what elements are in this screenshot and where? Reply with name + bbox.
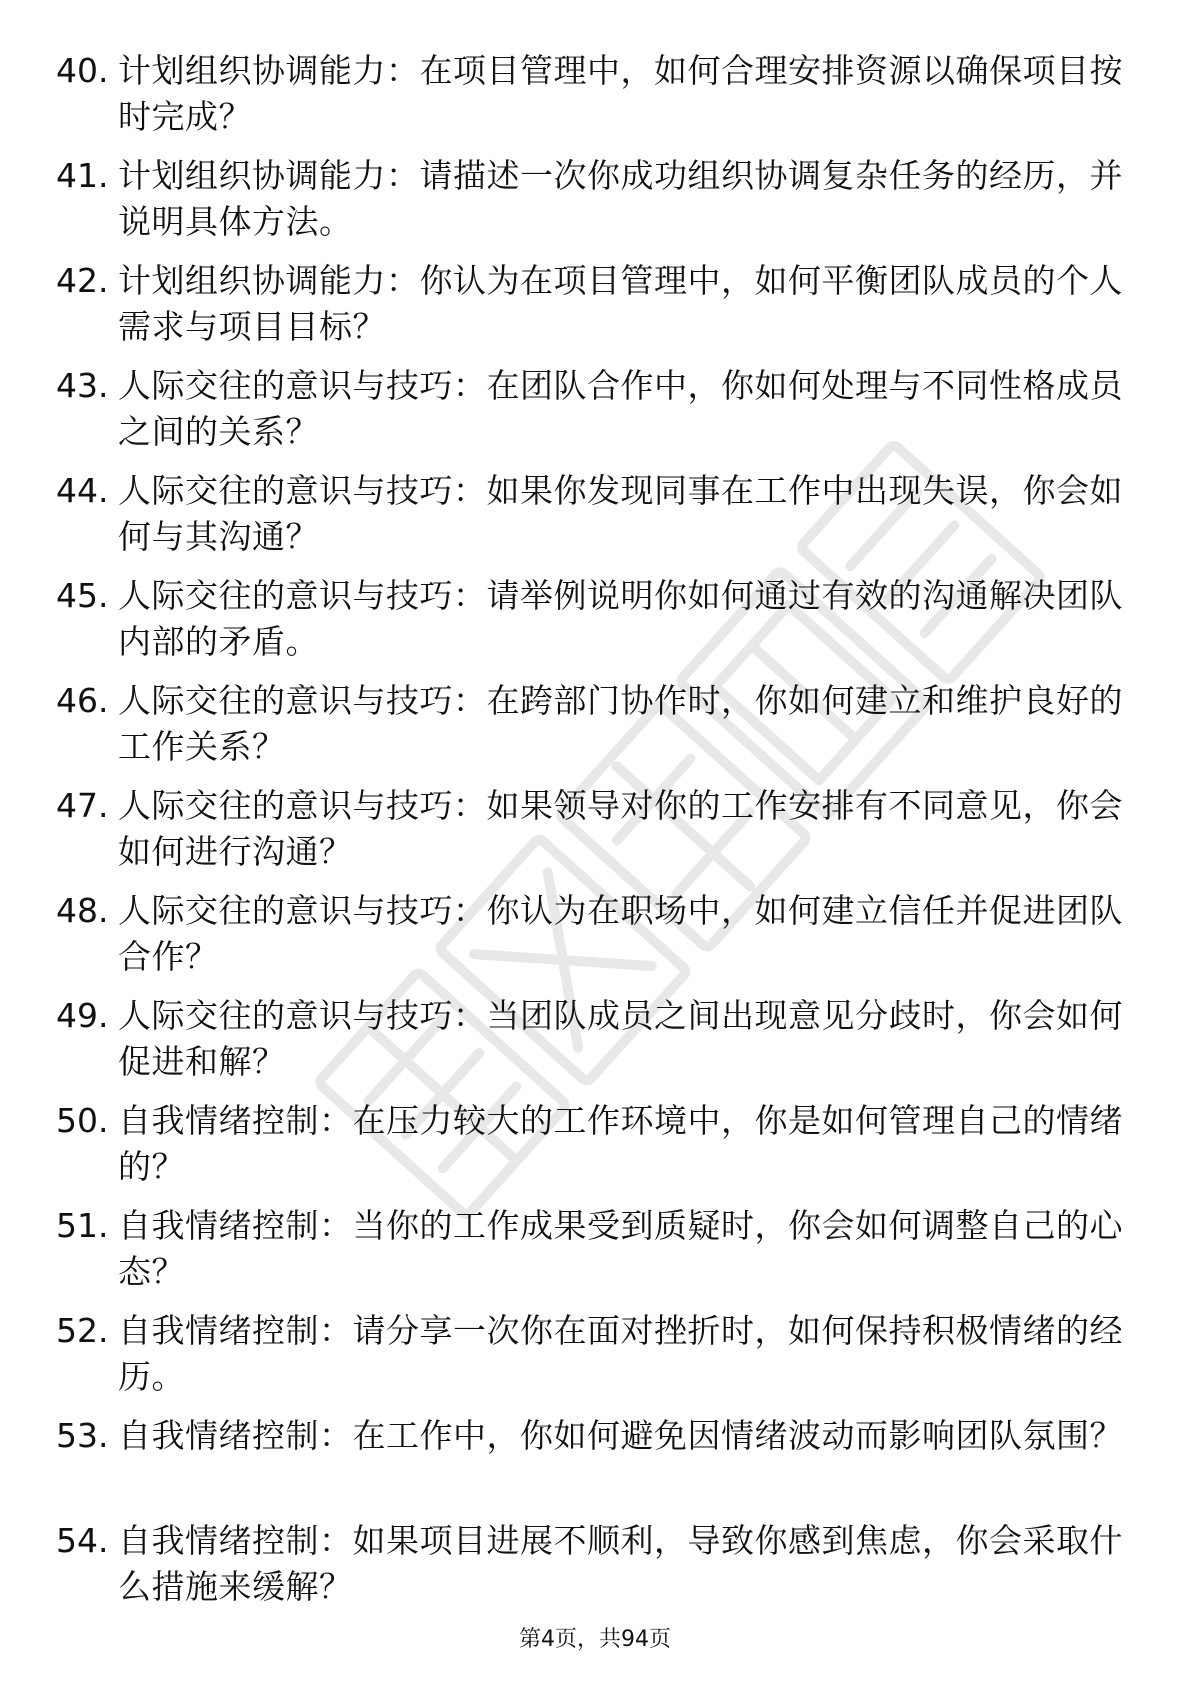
question-text: 人际交往的意识与技巧：请举例说明你如何通过有效的沟通解决团队内部的矛盾。 bbox=[118, 576, 1123, 661]
question-text: 自我情绪控制：如果项目进展不顺利，导致你感到焦虑，你会采取什么措施来缓解？ bbox=[118, 1521, 1123, 1606]
question-text: 自我情绪控制：当你的工作成果受到质疑时，你会如何调整自己的心态？ bbox=[118, 1206, 1123, 1291]
question-text: 自我情绪控制：在工作中，你如何避免因情绪波动而影响团队氛围？ bbox=[118, 1416, 1123, 1455]
list-item bbox=[56, 1413, 1136, 1518]
question-number: 52. bbox=[56, 1311, 109, 1350]
question-text: 人际交往的意识与技巧：如果你发现同事在工作中出现失误，你会如何与其沟通？ bbox=[118, 471, 1123, 556]
list-item bbox=[56, 363, 1136, 468]
question-text: 人际交往的意识与技巧：你认为在职场中，如何建立信任并促进团队合作？ bbox=[118, 891, 1123, 976]
question-number: 45. bbox=[56, 576, 109, 615]
list-item bbox=[56, 153, 1136, 258]
question-number: 42. bbox=[56, 261, 109, 300]
question-text: 计划组织协调能力：在项目管理中，如何合理安排资源以确保项目按时完成？ bbox=[118, 51, 1123, 136]
list-item bbox=[56, 1518, 1136, 1623]
question-number: 46. bbox=[56, 681, 109, 720]
list-item bbox=[56, 258, 1136, 363]
question-text: 计划组织协调能力：请描述一次你成功组织协调复杂任务的经历，并说明具体方法。 bbox=[118, 156, 1123, 241]
question-text: 人际交往的意识与技巧：当团队成员之间出现意见分歧时，你会如何促进和解？ bbox=[118, 996, 1123, 1081]
list-item bbox=[56, 468, 1136, 573]
question-list bbox=[56, 48, 1136, 1623]
list-item bbox=[56, 1098, 1136, 1203]
page-footer bbox=[0, 1622, 1190, 1653]
list-item bbox=[56, 573, 1136, 678]
question-text: 人际交往的意识与技巧：如果领导对你的工作安排有不同意见，你会如何进行沟通？ bbox=[118, 786, 1123, 871]
question-number: 44. bbox=[56, 471, 109, 510]
question-number: 53. bbox=[56, 1416, 109, 1455]
page-number-label: 第4页，共94页 bbox=[519, 1627, 671, 1652]
list-item bbox=[56, 678, 1136, 783]
question-number: 47. bbox=[56, 786, 109, 825]
question-number: 43. bbox=[56, 366, 109, 405]
question-text: 计划组织协调能力：你认为在项目管理中，如何平衡团队成员的个人需求与项目目标？ bbox=[118, 261, 1123, 346]
question-number: 40. bbox=[56, 51, 109, 90]
question-text: 自我情绪控制：请分享一次你在面对挫折时，如何保持积极情绪的经历。 bbox=[118, 1311, 1123, 1396]
question-number: 50. bbox=[56, 1101, 109, 1140]
question-text: 人际交往的意识与技巧：在跨部门协作时，你如何建立和维护良好的工作关系？ bbox=[118, 681, 1123, 766]
question-number: 51. bbox=[56, 1206, 109, 1245]
list-item bbox=[56, 993, 1136, 1098]
question-text: 人际交往的意识与技巧：在团队合作中，你如何处理与不同性格成员之间的关系？ bbox=[118, 366, 1123, 451]
question-number: 41. bbox=[56, 156, 109, 195]
question-number: 48. bbox=[56, 891, 109, 930]
list-item bbox=[56, 1203, 1136, 1308]
list-item bbox=[56, 48, 1136, 153]
list-item bbox=[56, 783, 1136, 888]
question-text: 自我情绪控制：在压力较大的工作环境中，你是如何管理自己的情绪的？ bbox=[118, 1101, 1123, 1186]
question-number: 54. bbox=[56, 1521, 109, 1560]
question-number: 49. bbox=[56, 996, 109, 1035]
list-item bbox=[56, 1308, 1136, 1413]
list-item bbox=[56, 888, 1136, 993]
